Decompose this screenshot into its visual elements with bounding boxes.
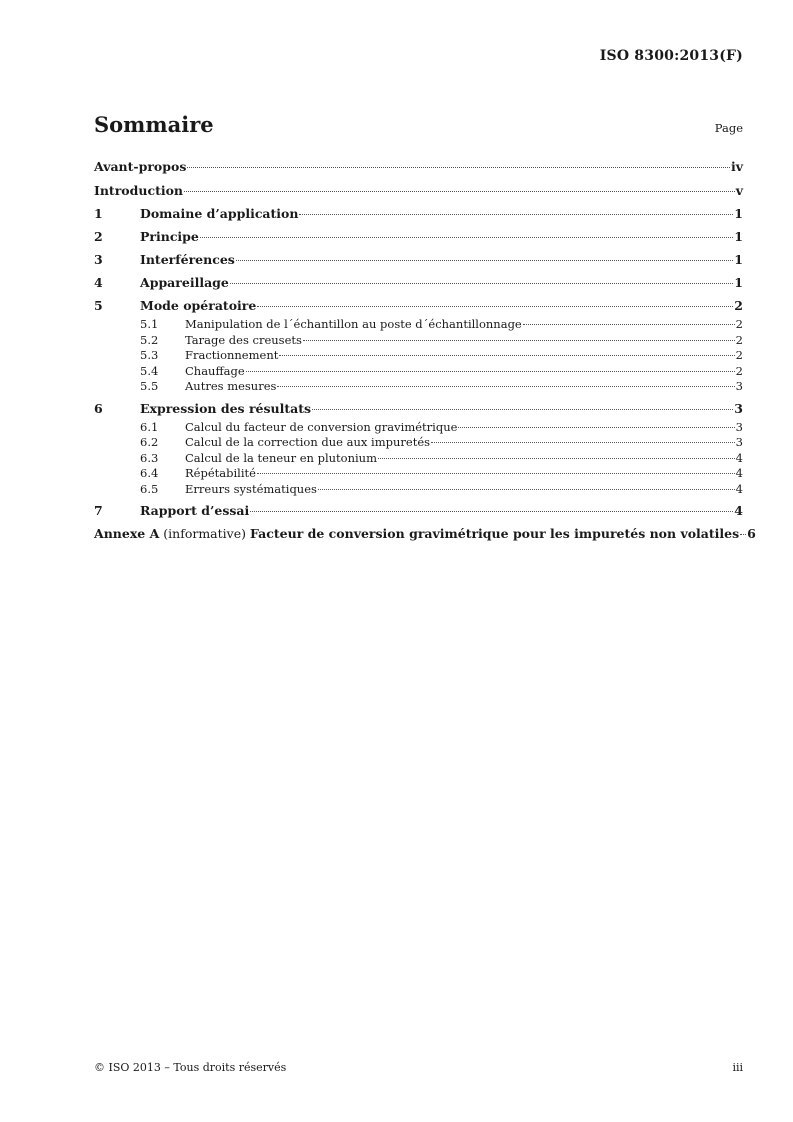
dot-leader [299,214,733,215]
toc-entry-page: 4 [735,466,743,480]
toc-subentry-5-1[interactable] [94,317,743,333]
dot-leader [250,511,733,512]
contents-title: Sommaire [94,112,214,137]
toc-entry-number: 5.4 [140,363,159,378]
toc-entry-number: 3 [94,252,103,267]
dot-leader [431,442,735,443]
toc-subentry-6-5[interactable] [94,482,743,498]
annex-type: (informative) [163,526,246,541]
toc-entry-label: Interférences [140,252,235,267]
toc-entry-page: 1 [734,206,743,221]
toc-entry-page: 2 [735,363,743,378]
toc-entry-section-5[interactable] [94,294,743,317]
dot-leader [257,306,733,307]
toc-entry-page: 1 [734,275,743,290]
toc-entry-label: Erreurs systématiques [185,481,317,496]
toc-entry-label: Calcul du facteur de conversion gravimétrique [185,419,458,434]
toc-entry-page: 4 [735,481,743,496]
toc-entry-number: 6.4 [140,466,159,480]
toc-entry-page: 3 [734,400,743,416]
toc-entry-label: Manipulation de l´échantillon au poste d´échantillonnage [185,317,522,331]
document-reference: ISO 8300:2013(F) [599,48,743,64]
dot-leader [200,237,733,238]
annex-prefix: Annexe A [94,526,160,541]
toc-entry-label: Chauffage [185,363,245,378]
toc-entry-number: 4 [94,275,103,290]
toc-subentry-6-2[interactable] [94,435,743,451]
toc-entry-section-4[interactable] [94,271,743,294]
toc-entry-label: Principe [140,229,199,244]
toc-entry-page: 2 [735,317,743,331]
toc-entry-page: 4 [734,503,743,518]
toc-entry-label: Tarage des creusets [185,332,302,347]
toc-entry-number: 6.5 [140,481,159,496]
toc-entry-label: Rapport d’essai [140,503,250,518]
toc-entry-label: Expression des résultats [140,400,312,416]
toc-entry-label: Calcul de la correction due aux impuretés [185,435,431,449]
toc-subentry-5-3[interactable] [94,348,743,364]
toc-subentry-6-1[interactable] [94,420,743,436]
toc-entry-page: iv [730,159,743,174]
toc-entry-page: 2 [735,348,743,362]
page-column-label: Page [714,121,743,135]
toc-entry-number: 6.1 [140,419,159,434]
toc-annex-label [94,522,739,545]
dot-leader [378,458,735,459]
dot-leader [318,489,735,490]
toc-entry-page: 2 [734,298,743,313]
toc-entry-page: 4 [735,450,743,465]
toc-entry-page: 6 [747,526,756,541]
toc-entry-number: 6.2 [140,435,159,449]
toc-subentry-5-2[interactable] [94,333,743,349]
dot-leader [312,409,733,410]
dot-leader [230,283,733,284]
dot-leader [740,534,746,535]
toc-subentry-5-4[interactable] [94,364,743,380]
table-of-contents [94,155,756,545]
toc-entry-page: 1 [734,229,743,244]
toc-entry-number: 5 [94,298,103,313]
toc-entry-label: Fractionnement [185,348,279,362]
toc-entry-page: 2 [735,332,743,347]
toc-entry-number: 5.1 [140,317,159,331]
toc-entry-page: 1 [734,252,743,267]
toc-entry-label: Avant-propos [94,159,187,174]
toc-entry-label: Calcul de la teneur en plutonium [185,450,377,465]
toc-entry-section-3[interactable] [94,248,743,271]
toc-entry-page: v [735,183,743,198]
toc-entry-label: Répétabilité [185,466,256,480]
toc-entry-label: Mode opératoire [140,298,257,313]
toc-entry-number: 6.3 [140,450,159,465]
toc-entry-number: 5.3 [140,348,159,362]
dot-leader [257,473,735,474]
toc-entry-section-1[interactable] [94,202,743,225]
toc-entry-page: 3 [735,379,743,393]
toc-entry-label: Domaine d’application [140,206,299,221]
toc-entry-number: 7 [94,503,103,518]
dot-leader [277,386,734,387]
toc-entry-page: 3 [735,435,743,449]
page-number: iii [732,1061,743,1074]
toc-subentry-5-5[interactable] [94,379,743,395]
toc-entry-number: 1 [94,206,103,221]
dot-leader [187,167,730,168]
dot-leader [279,355,734,356]
dot-leader [458,427,734,428]
toc-entry-label: Autres mesures [185,379,277,393]
toc-entry-number: 6 [94,400,103,416]
dot-leader [184,191,735,192]
toc-entry-section-6[interactable] [94,397,743,420]
dot-leader [236,260,733,261]
toc-entry-avant-propos[interactable] [94,155,743,179]
contents-title-row [94,112,743,137]
toc-entry-number: 2 [94,229,103,244]
copyright-notice: © ISO 2013 – Tous droits réservés [94,1061,287,1074]
dot-leader [523,324,735,325]
toc-entry-number: 5.2 [140,332,159,347]
toc-entry-label: Appareillage [140,275,229,290]
toc-entry-page: 3 [735,419,743,434]
toc-entry-section-7[interactable] [94,499,743,522]
annex-title: Facteur de conversion gravimétrique pour les impuretés non volatiles [249,526,740,541]
dot-leader [303,340,735,341]
toc-subentry-6-4[interactable] [94,466,743,482]
toc-entry-annex-a[interactable] [94,522,756,545]
toc-entry-label: Introduction [94,183,184,198]
dot-leader [246,371,735,372]
page-footer [94,1061,743,1074]
toc-entry-section-2[interactable] [94,225,743,248]
toc-entry-introduction[interactable] [94,179,743,202]
toc-subentry-6-3[interactable] [94,451,743,467]
toc-entry-number: 5.5 [140,379,159,393]
